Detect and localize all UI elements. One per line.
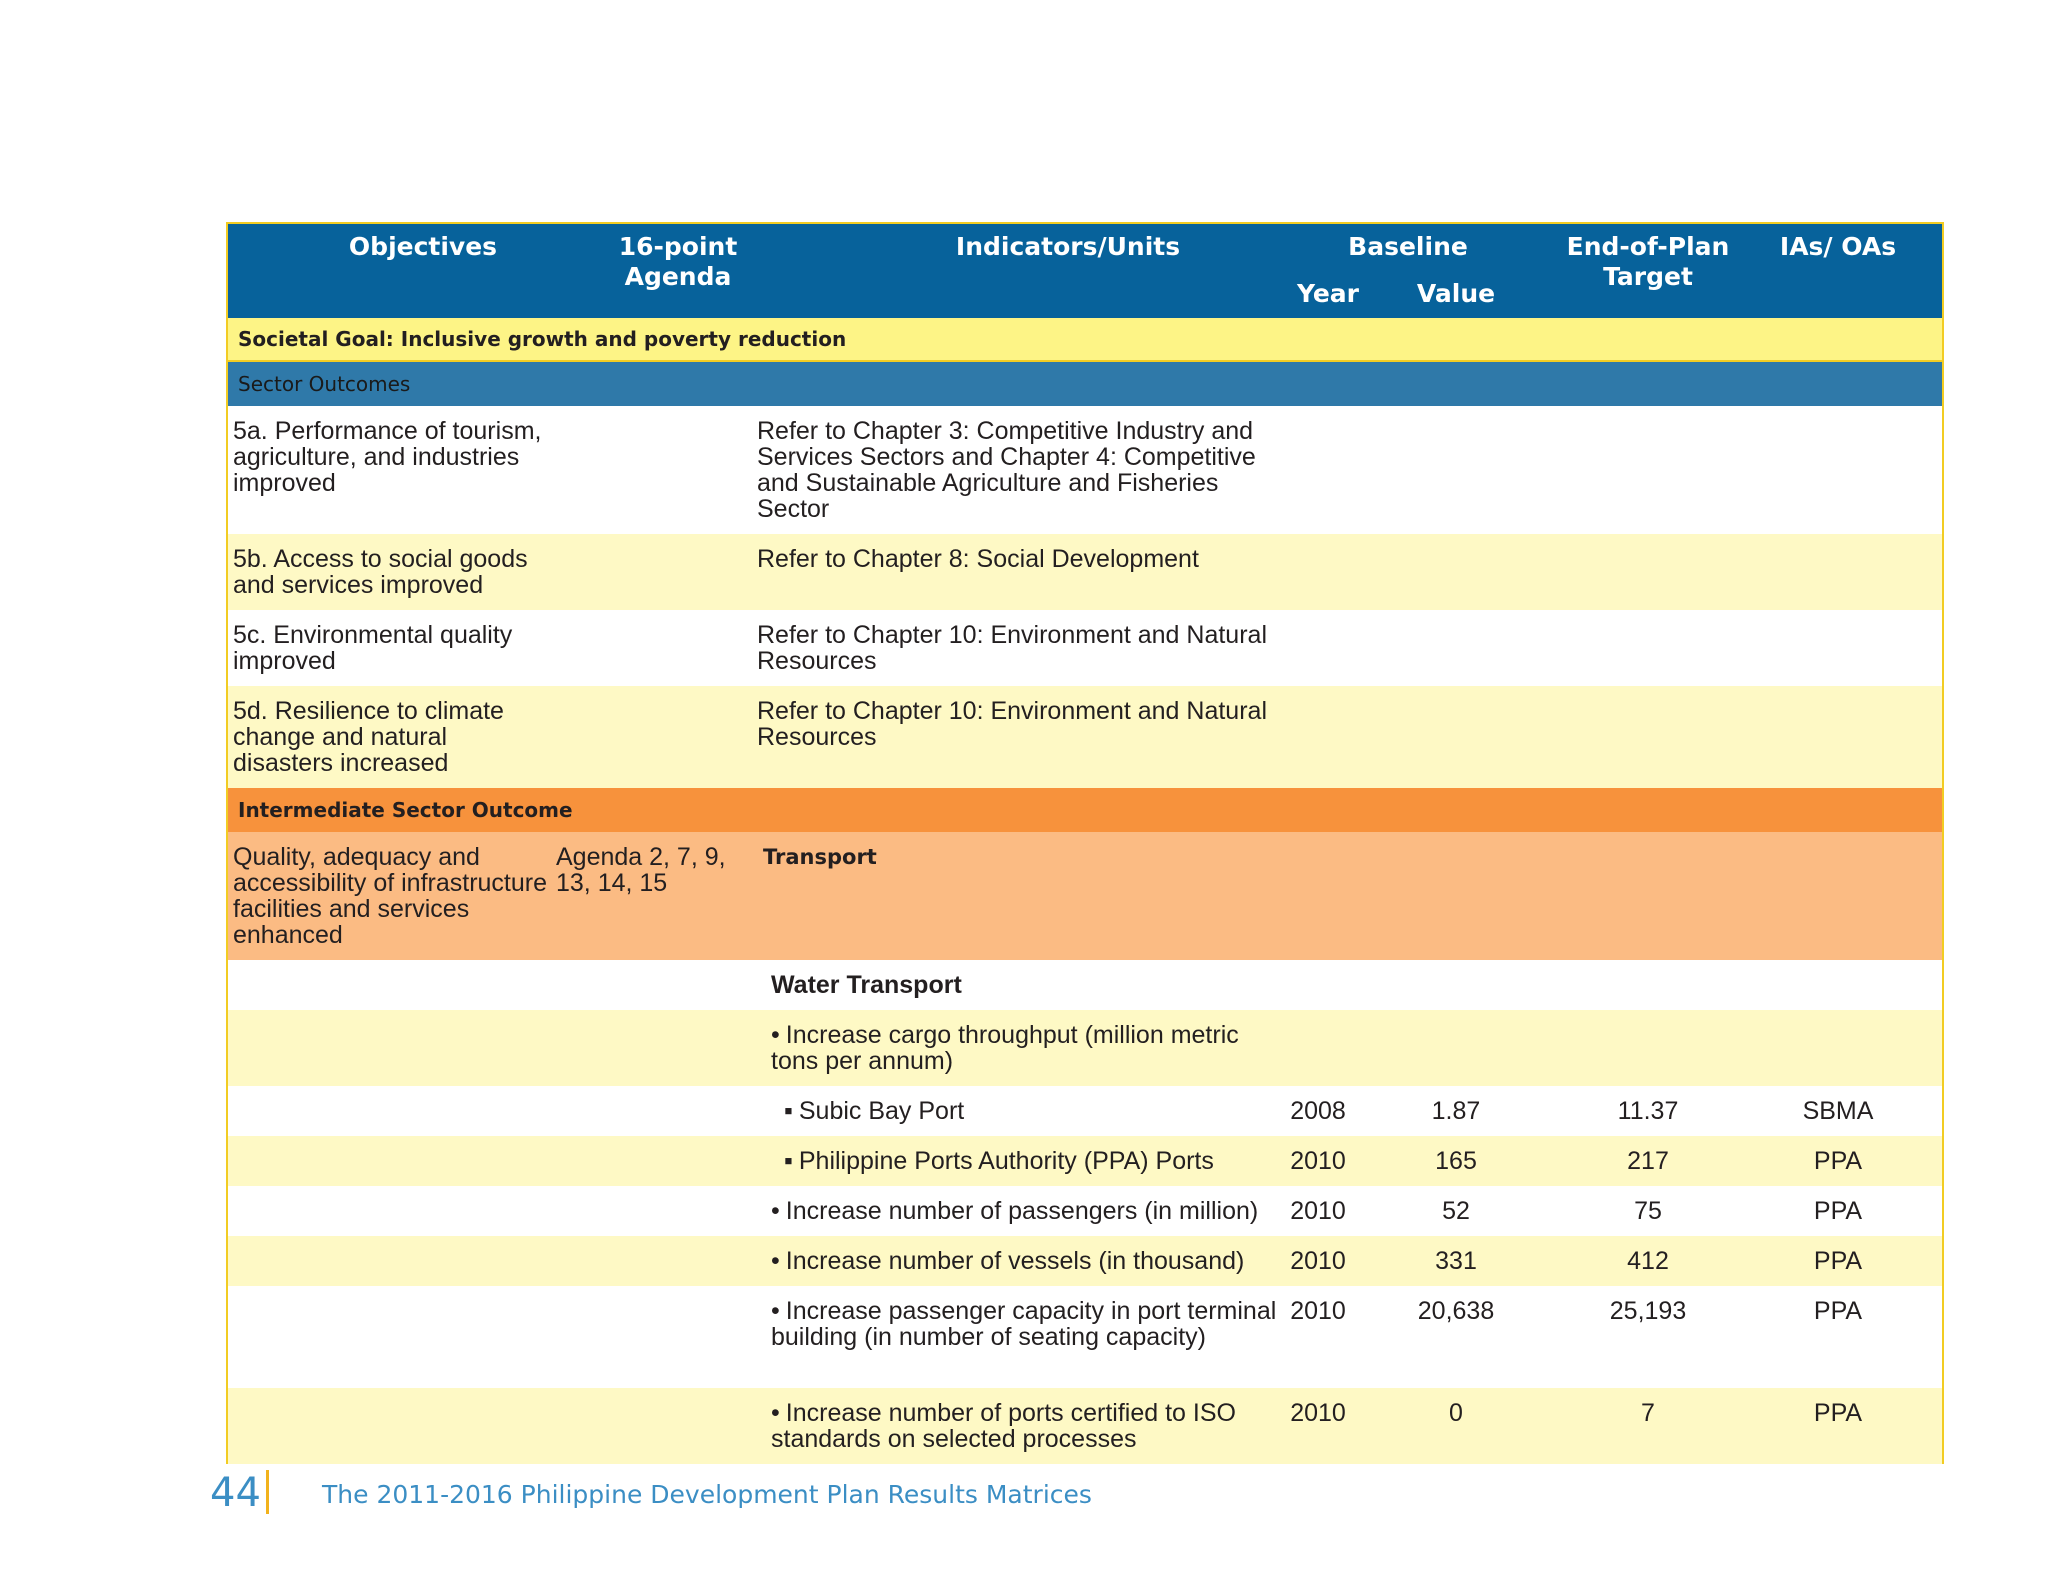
baseline-value-cell: 1.87	[1431, 1097, 1481, 1125]
target-cell: 11.37	[1617, 1097, 1679, 1125]
indicator-text: Subic Bay Port	[798, 1097, 965, 1125]
bullet-icon: •	[771, 1197, 780, 1225]
table-row	[228, 1236, 1942, 1286]
baseline-value-cell: 0	[1449, 1399, 1463, 1427]
indicator-text: Increase cargo throughput (million metric tons per annum)	[771, 1021, 1239, 1075]
ia-cell: PPA	[1813, 1297, 1863, 1325]
baseline-year-cell: 2010	[1290, 1247, 1346, 1275]
indicator-cell: Refer to Chapter 8: Social Development	[757, 545, 1199, 573]
objective-cell: 5b. Access to social goods and services improved	[233, 545, 528, 599]
baseline-value-cell: 331	[1435, 1247, 1477, 1275]
table-row	[228, 406, 1942, 534]
objective-cell: 5c. Environmental quality improved	[233, 621, 513, 675]
header-value: Value	[1416, 279, 1496, 308]
baseline-year-cell: 2010	[1290, 1297, 1346, 1325]
indicator-cell	[771, 1298, 1291, 1350]
indicator-cell: Refer to Chapter 3: Competitive Industry and Services Sectors and Chapter 4: Competitive and Sustainable Agriculture and Fisheries Sector	[757, 417, 1256, 523]
indicator-cell: Refer to Chapter 10: Environment and Natural Resources	[757, 697, 1267, 751]
table-row	[228, 832, 1942, 960]
table-row	[228, 1136, 1942, 1186]
header-year: Year	[1297, 279, 1359, 308]
table-row	[228, 1086, 1942, 1136]
indicator-text: Increase passenger capacity in port terminal building (in number of seating capacity)	[771, 1297, 1277, 1351]
square-bullet-icon: ▪	[784, 1097, 793, 1125]
ia-cell: SBMA	[1802, 1097, 1874, 1125]
baseline-value-cell: 20,638	[1417, 1297, 1495, 1325]
page-number: 44	[210, 1470, 261, 1516]
objective-cell: Quality, adequacy and accessibility of infrastructure facilities and services enhanced	[233, 843, 548, 949]
indicator-text: Increase number of ports certified to ISO standards on selected processes	[771, 1399, 1236, 1453]
bullet-icon: •	[771, 1399, 780, 1427]
table-row	[228, 960, 1942, 1010]
results-matrix-table	[226, 222, 1944, 1464]
square-bullet-icon: ▪	[784, 1147, 793, 1175]
indicator-cell	[784, 1098, 1284, 1124]
bullet-icon: •	[771, 1247, 780, 1275]
intermediate-outcome-band: Intermediate Sector Outcome	[228, 788, 1942, 832]
target-cell: 75	[1634, 1197, 1662, 1225]
agenda-cell: Agenda 2, 7, 9, 13, 14, 15	[556, 843, 726, 897]
ia-cell: PPA	[1813, 1197, 1863, 1225]
footer-divider	[266, 1470, 269, 1514]
indicator-cell: Transport	[763, 845, 877, 869]
target-cell: 25,193	[1609, 1297, 1687, 1325]
table-row	[228, 1388, 1942, 1464]
ia-cell: PPA	[1813, 1147, 1863, 1175]
ia-cell: PPA	[1813, 1247, 1863, 1275]
table-row	[228, 1010, 1942, 1086]
objective-cell: 5a. Performance of tourism, agriculture, and industries improved	[233, 417, 542, 497]
header-agenda: 16-point Agenda	[618, 232, 738, 291]
indicator-cell	[771, 1198, 1291, 1224]
ia-cell: PPA	[1813, 1399, 1863, 1427]
bullet-icon: •	[771, 1297, 780, 1325]
footer-title: The 2011-2016 Philippine Development Plan Results Matrices	[322, 1480, 1092, 1509]
header-baseline: Baseline	[1348, 232, 1468, 261]
indicator-cell	[771, 1400, 1291, 1452]
target-cell: 7	[1641, 1399, 1655, 1427]
baseline-year-cell: 2010	[1290, 1147, 1346, 1175]
baseline-year-cell: 2010	[1290, 1399, 1346, 1427]
indicator-cell: Refer to Chapter 10: Environment and Natural Resources	[757, 621, 1267, 675]
baseline-value-cell: 52	[1442, 1197, 1470, 1225]
water-transport-heading: Water Transport	[771, 971, 962, 999]
indicator-text: Increase number of vessels (in thousand)	[785, 1247, 1245, 1275]
objective-cell: 5d. Resilience to climate change and natural disasters increased	[233, 697, 504, 777]
table-header	[228, 224, 1942, 318]
header-objectives: Objectives	[348, 232, 498, 261]
target-cell: 217	[1627, 1147, 1669, 1175]
header-indicators: Indicators/Units	[955, 232, 1181, 261]
table-row	[228, 610, 1942, 686]
baseline-value-cell: 165	[1435, 1147, 1477, 1175]
sector-outcomes-band: Sector Outcomes	[228, 362, 1942, 406]
baseline-year-cell: 2008	[1290, 1097, 1346, 1125]
indicator-cell	[771, 1022, 1291, 1074]
header-target: End-of-Plan Target	[1566, 232, 1730, 291]
table-row	[228, 686, 1942, 788]
header-ias: IAs/ OAs	[1779, 232, 1897, 261]
indicator-cell	[784, 1148, 1284, 1174]
baseline-year-cell: 2010	[1290, 1197, 1346, 1225]
indicator-text: Philippine Ports Authority (PPA) Ports	[798, 1147, 1214, 1175]
indicator-cell	[771, 1248, 1291, 1274]
bullet-icon: •	[771, 1021, 780, 1049]
target-cell: 412	[1627, 1247, 1669, 1275]
table-row	[228, 1286, 1942, 1388]
societal-goal-band: Societal Goal: Inclusive growth and poverty reduction	[228, 318, 1942, 362]
indicator-text: Increase number of passengers (in million)	[785, 1197, 1259, 1225]
table-row	[228, 534, 1942, 610]
table-row	[228, 1186, 1942, 1236]
